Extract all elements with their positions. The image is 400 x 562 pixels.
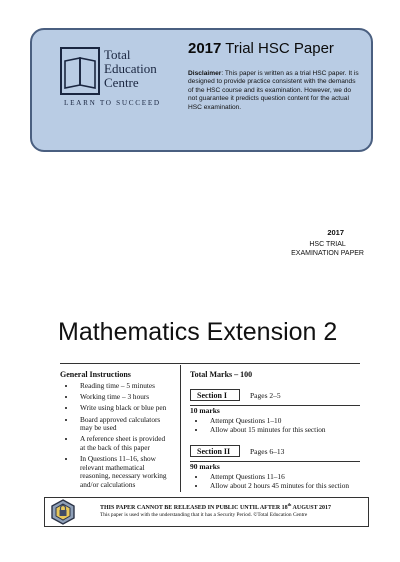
list-item: • Allow about 15 minutes for this section <box>206 425 365 434</box>
paper-title: 2017 Trial HSC Paper <box>188 40 334 57</box>
disclaimer: Disclaimer: This paper is written as a trial HSC paper. It is designed to provide practice consistent with the demands of the HSC course and its examination. However, we do not guarantee it predicts question content for the actual HSC examination. <box>188 70 359 111</box>
release-notice: THIS PAPER CANNOT BE RELEASED IN PUBLIC UNTIL AFTER 18th AUGUST 2017 <box>100 502 331 511</box>
list-item: • Reading time – 5 minutes <box>76 382 172 391</box>
list-item: • Allow about 2 hours 45 minutes for this section <box>206 481 365 490</box>
section-2-list <box>190 472 365 490</box>
section-1-marks: 10 marks <box>190 406 220 415</box>
divider-top <box>60 363 360 364</box>
section-2-pages: Pages 6–13 <box>250 447 285 456</box>
security-note: This paper is used with the understanding that it has a Security Period. ©Total Education Centre <box>100 512 308 518</box>
list-item: • Attempt Questions 11–16 <box>206 472 365 481</box>
section-1-list <box>190 416 365 434</box>
list-item: • Board approved calculators may be used <box>76 416 172 433</box>
section-2-label: Section II <box>190 445 240 457</box>
instructions-heading: General Instructions <box>60 370 131 379</box>
instructions-list <box>60 382 172 492</box>
list-item: • In Questions 11–16, show relevant mathematical reasoning, necessary working and/or calculations <box>76 455 172 489</box>
total-marks: Total Marks – 100 <box>190 370 253 379</box>
open-book-icon <box>60 47 100 97</box>
section-1-pages: Pages 2–5 <box>250 391 281 400</box>
logo-name: Total Education Centre <box>104 47 157 90</box>
logo-tagline: LEARN TO SUCCEED <box>64 99 161 107</box>
shield-seal-icon <box>50 499 76 525</box>
section-1-label: Section I <box>190 389 240 401</box>
section-2-marks: 90 marks <box>190 462 220 471</box>
exam-type: HSC TRIAL EXAMINATION PAPER <box>291 241 364 257</box>
list-item: • Attempt Questions 1–10 <box>206 416 365 425</box>
column-divider <box>180 365 181 492</box>
list-item: • Write using black or blue pen <box>76 404 172 413</box>
exam-year: 2017 <box>327 228 344 237</box>
subject-title: Mathematics Extension 2 <box>58 318 338 346</box>
list-item: • Working time – 3 hours <box>76 393 172 402</box>
list-item: • A reference sheet is provided at the back of this paper <box>76 435 172 452</box>
